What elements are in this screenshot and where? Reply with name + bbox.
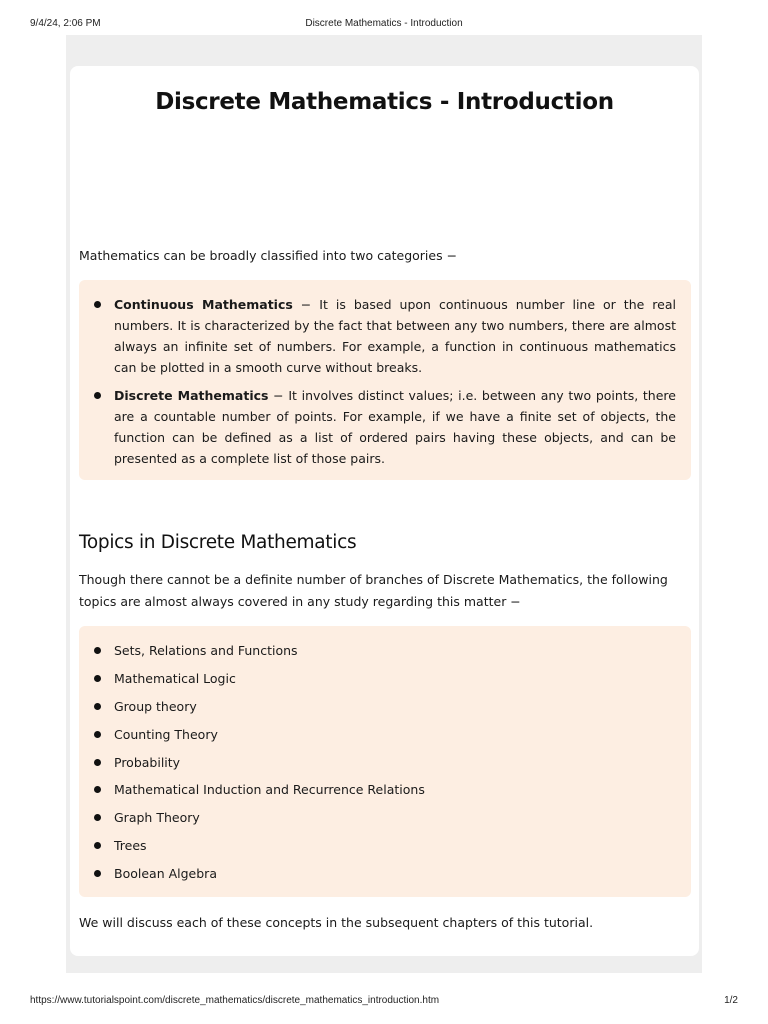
topic-item — [94, 835, 676, 856]
print-datetime: 9/4/24, 2:06 PM — [30, 18, 101, 29]
print-header — [30, 18, 738, 29]
list-item — [94, 294, 676, 378]
bullet-icon — [94, 814, 101, 821]
category-term: Discrete Mathematics — [114, 388, 269, 403]
bullet-icon — [94, 392, 101, 399]
topic-item — [94, 807, 676, 828]
topic-label: Mathematical Logic — [114, 670, 236, 686]
topic-label: Boolean Algebra — [114, 866, 217, 882]
topic-item — [94, 668, 676, 689]
bullet-icon — [94, 759, 101, 766]
topic-label: Probability — [114, 754, 181, 770]
print-title: Discrete Mathematics - Introduction — [305, 18, 463, 29]
print-url: https://www.tutorialspoint.com/discrete_mathematics/discrete_mathematics_introduction.htm — [30, 995, 440, 1006]
topic-item — [94, 724, 676, 745]
bullet-icon — [94, 647, 101, 654]
topic-label: Graph Theory — [114, 810, 200, 826]
categories-box — [79, 280, 691, 480]
topic-label: Sets, Relations and Functions — [114, 643, 298, 658]
category-description: − It involves distinct values; i.e. between any two points, there are a countable number of points. For example, if we have a finite set of objects, the function can be defined as a list of ordered pairs having these objects, and can be presented as a complete list of those pairs. — [114, 388, 676, 466]
bullet-icon — [94, 786, 101, 793]
categories-list — [94, 294, 676, 469]
bullet-icon — [94, 731, 101, 738]
bullet-icon — [94, 703, 101, 710]
topics-box — [79, 626, 691, 897]
topic-item — [94, 752, 676, 773]
list-item — [94, 385, 676, 469]
bullet-icon — [94, 870, 101, 877]
intro-paragraph: Mathematics can be broadly classified into two categories − — [79, 248, 458, 263]
bullet-icon — [94, 675, 101, 682]
category-term: Continuous Mathematics — [114, 297, 293, 312]
topics-intro-paragraph: Though there cannot be a definite number of branches of Discrete Mathematics, the following topics are almost always covered in any study regarding this matter − — [79, 572, 668, 609]
page-title: Discrete Mathematics - Introduction — [155, 89, 614, 115]
print-footer — [30, 995, 738, 1006]
topic-item — [94, 863, 676, 884]
bullet-icon — [94, 301, 101, 308]
topic-label: Counting Theory — [114, 726, 218, 742]
bullet-icon — [94, 842, 101, 849]
topic-item — [94, 779, 676, 800]
topic-item — [94, 640, 676, 661]
print-page-number: 1/2 — [724, 995, 738, 1006]
section-heading: Topics in Discrete Mathematics — [79, 532, 357, 553]
category-description: − It is based upon continuous number line or the real numbers. It is characterized by the fact that between any two numbers, there are almost always an infinite set of numbers. For example, a function in continuous mathematics can be plotted in a smooth curve without breaks. — [114, 297, 676, 375]
closing-paragraph: We will discuss each of these concepts in the subsequent chapters of this tutorial. — [79, 915, 594, 930]
topics-list — [94, 640, 676, 884]
topic-item — [94, 696, 676, 717]
topic-label: Group theory — [114, 698, 197, 714]
topic-label: Trees — [114, 838, 147, 854]
topic-label: Mathematical Induction and Recurrence Relations — [114, 782, 425, 798]
